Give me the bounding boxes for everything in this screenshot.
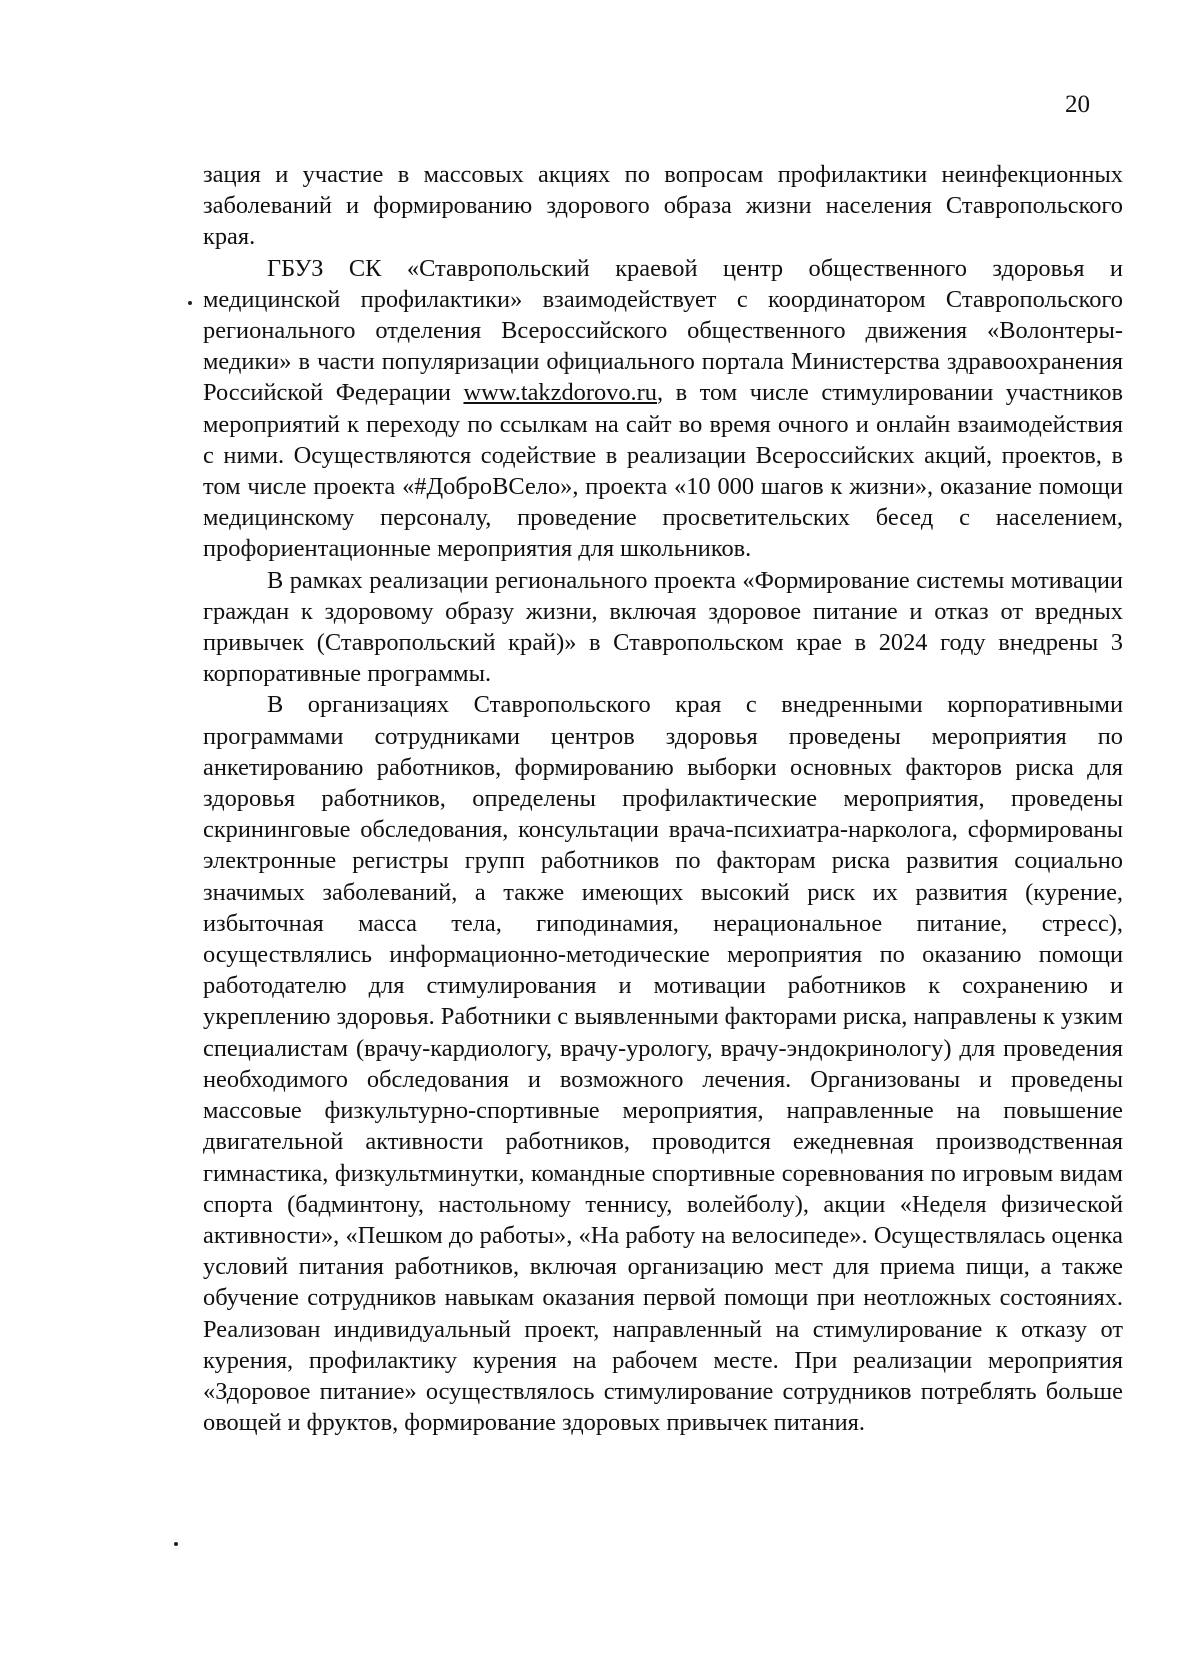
paragraph-corporate-programs: В организациях Ставропольского края с внедренными корпоративными программами сотрудниками центров здоровья проведены мероприятия по анкетированию работников, формированию выборки основных факторов риска для здоровья работников, определены профилактические мероприятия, проведены скрининговые обследования, консультации врача-психиатра-нарколога, сформированы электронные регистры групп работников по факторам риска развития социально значимых заболеваний, а также имеющих высокий риск их развития (курение, избыточная масса тела, гиподинамия, нерациональное питание, стресс), осуществлялись информационно-методические мероприятия по оказанию помощи работодателю для стимулирования и мотивации работников к сохранению и укреплению здоровья. Работники с выявленными факторами риска, направлены к узким специалистам (врачу-кардиологу, врачу-урологу, врачу-эндокринологу) для проведения необходимого обследования и возможного лечения. Организованы и проведены массовые физкультурно-спортивные мероприятия, направленные на повышение двигательной активности работников, проводится ежедневная производственная гимнастика, физкультминутки, командные спортивные соревнования по игровым видам спорта (бадминтону, настольному теннису, волейболу), акции «Неделя физической активности», «Пешком до работы», «На работу на велосипеде». Осуществлялась оценка условий питания работников, включая организацию мест для приема пищи, а также обучение сотрудников навыкам оказания первой помощи при неотложных состояниях. Реализован индивидуальный проект, направленный на стимулирование к отказу от курения, профилактику курения на рабочем месте. При реализации мероприятия «Здоровое питание» осуществлялось стимулирование сотрудников потреблять больше овощей и фруктов, формирование здоровых привычек питания.: [203, 691, 1123, 1437]
page-number: 20: [1065, 91, 1090, 118]
portal-link[interactable]: www.takzdorovo.ru: [463, 379, 657, 407]
scan-dot-mark: [188, 301, 192, 305]
paragraph-continuation: зация и участие в массовых акциях по вопросам профилактики неинфекционных заболеваний и формированию здорового образа жизни населения Ставропольского края.: [203, 161, 1123, 251]
paragraph-volunteers-text-end: , в том числе стимулировании участников мероприятий к переходу по ссылкам на сайт во время очного и онлайн взаимодействия с ними. Осуществляются содействие в реализации Всероссийских акций, проектов, в том числе проекта «#ДоброВСело», проекта «10 000 шагов к жизни», оказание помощи медицинскому персоналу, проведение просветительских бесед с населением, профориентационные мероприятия для школьников.: [203, 379, 1123, 563]
document-body: [203, 159, 1123, 1438]
scan-dot-mark: [174, 1542, 178, 1546]
paragraph-volunteers-text-start: ГБУЗ СК «Ставропольский краевой центр общественного здоровья и медицинской профилактики» взаимодействует с координатором Ставропольского регионального отделения Всероссийского общественного движения «Волонтеры-медики» в части популяризации официального портала Министерства здравоохранения Российской Федерации: [203, 254, 1123, 407]
paragraph-volunteers: [203, 253, 1123, 565]
paragraph-regional-project: В рамках реализации регионального проекта «Формирование системы мотивации граждан к здоровому образу жизни, включая здоровое питание и отказ от вредных привычек (Ставропольский край)» в Ставропольском крае в 2024 году внедрены 3 корпоративные программы.: [203, 566, 1123, 688]
